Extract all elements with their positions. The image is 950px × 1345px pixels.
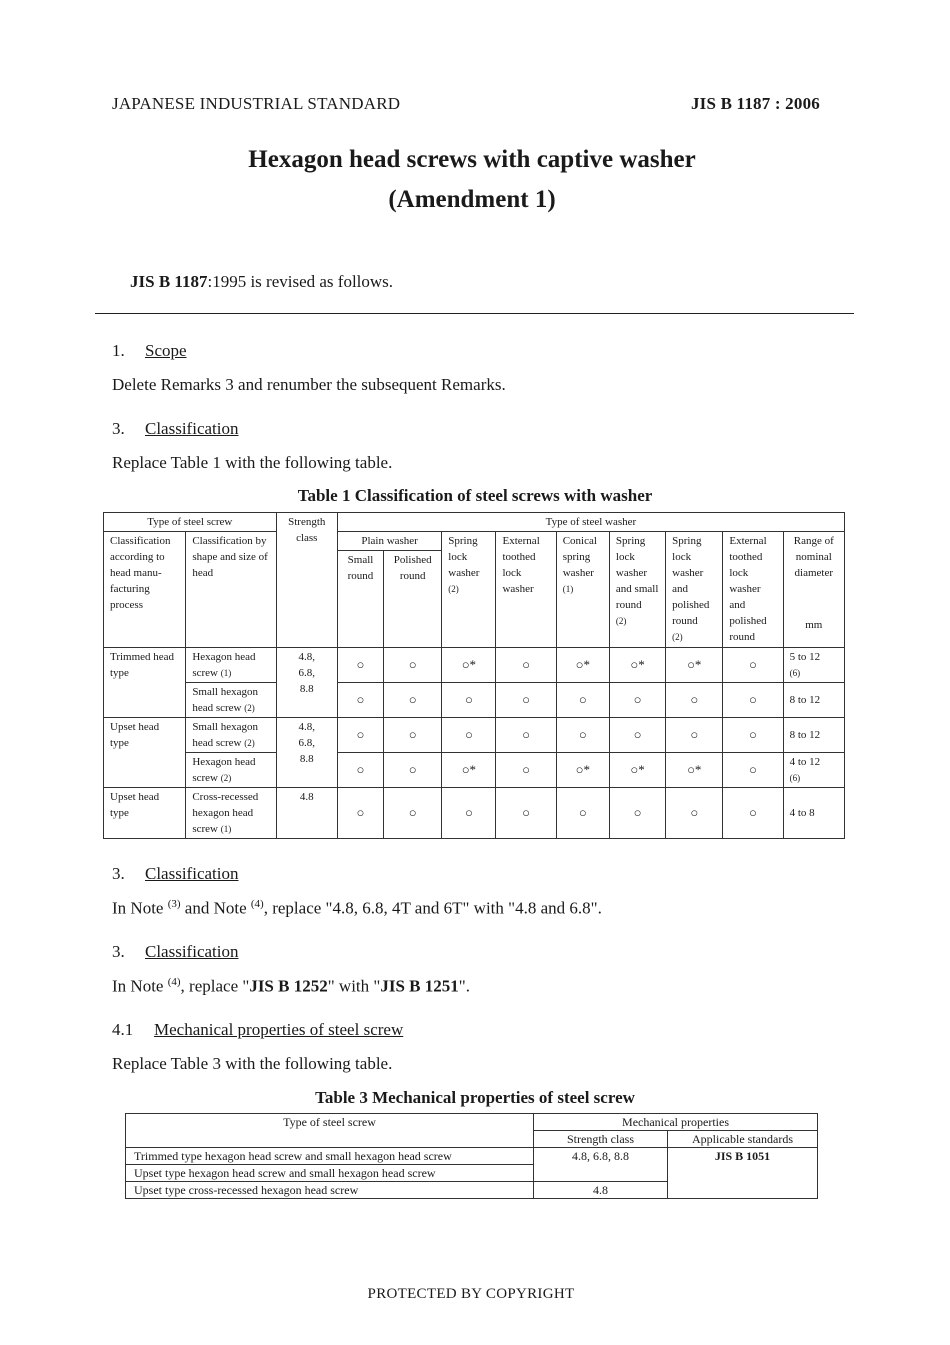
shape-cell: Small hexagon head screw (2) — [186, 683, 276, 718]
mark-cell: ○ — [442, 788, 496, 839]
mark-cell: ○* — [442, 648, 496, 683]
table3-caption: Table 3 Mechanical properties of steel screw — [315, 1088, 635, 1107]
th-spring-small: Spring lock washer and small round (2) — [609, 532, 665, 648]
section-heading-classification: 3. Classification — [112, 419, 239, 438]
mark-cell: ○ — [666, 718, 723, 753]
mark-cell: ○ — [609, 683, 665, 718]
shape-cell: Small hexagon head screw (2) — [186, 718, 276, 753]
table-row — [104, 788, 845, 839]
mark-cell: ○ — [384, 718, 442, 753]
mark-cell: ○ — [384, 753, 442, 788]
group-upset: Upset head type — [104, 718, 186, 788]
strength-cell-c: 4.8 — [276, 788, 337, 839]
mark-cell: ○ — [556, 788, 609, 839]
mark-cell: ○ — [609, 788, 665, 839]
mark-cell: ○ — [723, 648, 783, 683]
mark-cell: ○ — [496, 753, 556, 788]
mark-cell: ○ — [384, 788, 442, 839]
mark-cell: ○ — [337, 788, 383, 839]
th-range-unit: mm — [805, 619, 823, 631]
table3 — [125, 1113, 818, 1199]
table1-caption: Table 1 Classification of steel screws with washer — [297, 486, 653, 505]
mark-cell: ○* — [556, 753, 609, 788]
strength-cell-a: 4.8, 6.8, 8.8 — [276, 648, 337, 718]
section-text-classification-3: In Note $^{(4)}$, replace "JIS B 1252" with "JIS B 1251". — [112, 976, 470, 996]
section-text-mechanical: Replace Table 3 with the following table. — [112, 1054, 393, 1073]
strength-cell-b: 4.8, 6.8, 8.8 — [276, 718, 337, 788]
group-trimmed: Trimmed head type — [104, 648, 186, 718]
th-type-of-screw: Type of steel screw — [104, 513, 277, 532]
mark-cell: ○ — [384, 683, 442, 718]
mark-cell: ○ — [723, 788, 783, 839]
shape-cell: Hexagon head screw (1) — [186, 648, 276, 683]
group-upset-2: Upset head type — [104, 788, 186, 839]
th-spring-lock: Spring lock washer (2) — [442, 532, 496, 648]
t3-strength-cell: 4.8 — [534, 1182, 668, 1199]
divider — [95, 313, 854, 314]
t3-standard-cell: JIS B 1051 — [668, 1148, 818, 1199]
mark-cell: ○ — [496, 718, 556, 753]
mark-cell: ○ — [496, 683, 556, 718]
range-cell: 8 to 12 — [783, 718, 844, 753]
section-text-scope: Delete Remarks 3 and renumber the subsequent Remarks. — [112, 375, 506, 394]
table-row — [104, 718, 845, 753]
section-heading-scope: 1. Scope — [112, 341, 187, 360]
th-class-head: Classification according to head manu-facturing process — [104, 532, 186, 648]
mark-cell: ○ — [666, 683, 723, 718]
table-row — [104, 753, 845, 788]
table-row — [104, 683, 845, 718]
mark-cell: ○ — [337, 718, 383, 753]
table1 — [103, 512, 845, 839]
mark-cell: ○ — [609, 718, 665, 753]
page-subtitle: (Amendment 1) — [388, 186, 556, 213]
range-cell: 5 to 12 (6) — [783, 648, 844, 683]
mark-cell: ○* — [609, 648, 665, 683]
t3-th-strength: Strength class — [534, 1131, 668, 1148]
t3-type-cell: Trimmed type hexagon head screw and small hexagon head screw — [126, 1148, 534, 1165]
header-document-number: JIS B 1187 : 2006 — [690, 94, 820, 113]
range-cell: 4 to 8 — [783, 788, 844, 839]
mark-cell: ○* — [442, 753, 496, 788]
th-spring-polished: Spring lock washer and polished round (2) — [666, 532, 723, 648]
th-strength-class: Strength class — [276, 513, 337, 648]
mark-cell: ○ — [337, 753, 383, 788]
mark-cell: ○ — [496, 788, 556, 839]
th-small-round: Small round — [337, 551, 383, 648]
th-external-polished: External toothed lock washer and polished round — [723, 532, 783, 648]
intro-text: JIS B 1187:1995 is revised as follows. — [130, 272, 394, 291]
mark-cell: ○ — [337, 683, 383, 718]
mark-cell: ○ — [556, 718, 609, 753]
t3-th-mechanical: Mechanical properties — [534, 1114, 818, 1131]
mark-cell: ○ — [496, 648, 556, 683]
th-class-shape: Classification by shape and size of head — [186, 532, 276, 648]
t3-type-cell: Upset type hexagon head screw and small hexagon head screw — [126, 1165, 534, 1182]
section-text-classification: Replace Table 1 with the following table. — [112, 453, 393, 472]
mark-cell: ○ — [384, 648, 442, 683]
section-heading-classification-2: 3. Classification — [112, 864, 239, 883]
mark-cell: ○ — [556, 683, 609, 718]
section-heading-classification-3: 3. Classification — [112, 942, 239, 961]
mark-cell: ○ — [442, 718, 496, 753]
th-range: Range of nominal diameter mm — [783, 532, 844, 648]
page-title: Hexagon head screws with captive washer — [248, 146, 696, 173]
th-external-toothed: External toothed lock washer — [496, 532, 556, 648]
mark-cell: ○ — [723, 683, 783, 718]
table-row — [104, 648, 845, 683]
mark-cell: ○* — [609, 753, 665, 788]
mark-cell: ○ — [442, 683, 496, 718]
mark-cell: ○* — [666, 753, 723, 788]
range-cell: 4 to 12 (6) — [783, 753, 844, 788]
shape-cell: Hexagon head screw (2) — [186, 753, 276, 788]
mark-cell: ○* — [666, 648, 723, 683]
table-row — [126, 1148, 818, 1165]
footer-copyright: PROTECTED BY COPYRIGHT — [367, 1286, 575, 1302]
shape-cell: Cross-recessed hexagon head screw (1) — [186, 788, 276, 839]
th-type-of-washer: Type of steel washer — [337, 513, 844, 532]
t3-strength-cell: 4.8, 6.8, 8.8 — [534, 1148, 668, 1182]
mark-cell: ○ — [337, 648, 383, 683]
t3-type-cell: Upset type cross-recessed hexagon head screw — [126, 1182, 534, 1199]
t3-th-type: Type of steel screw — [126, 1114, 534, 1148]
th-conical-spring: Conical spring washer (1) — [556, 532, 609, 648]
th-polished-round: Polished round — [384, 551, 442, 648]
th-plain-washer: Plain washer — [337, 532, 441, 551]
mark-cell: ○ — [666, 788, 723, 839]
range-cell: 8 to 12 — [783, 683, 844, 718]
t3-th-standards: Applicable standards — [668, 1131, 818, 1148]
mark-cell: ○ — [723, 753, 783, 788]
mark-cell: ○ — [723, 718, 783, 753]
header-standard-label: JAPANESE INDUSTRIAL STANDARD — [112, 94, 401, 113]
section-text-classification-2: In Note $^{(3)}$ and Note $^{(4)}$, replace "4.8, 6.8, 4T and 6T" with "4.8 and 6.8". — [112, 898, 602, 918]
mark-cell: ○* — [556, 648, 609, 683]
section-heading-mechanical: 4.1 Mechanical properties of steel screw — [112, 1020, 404, 1039]
